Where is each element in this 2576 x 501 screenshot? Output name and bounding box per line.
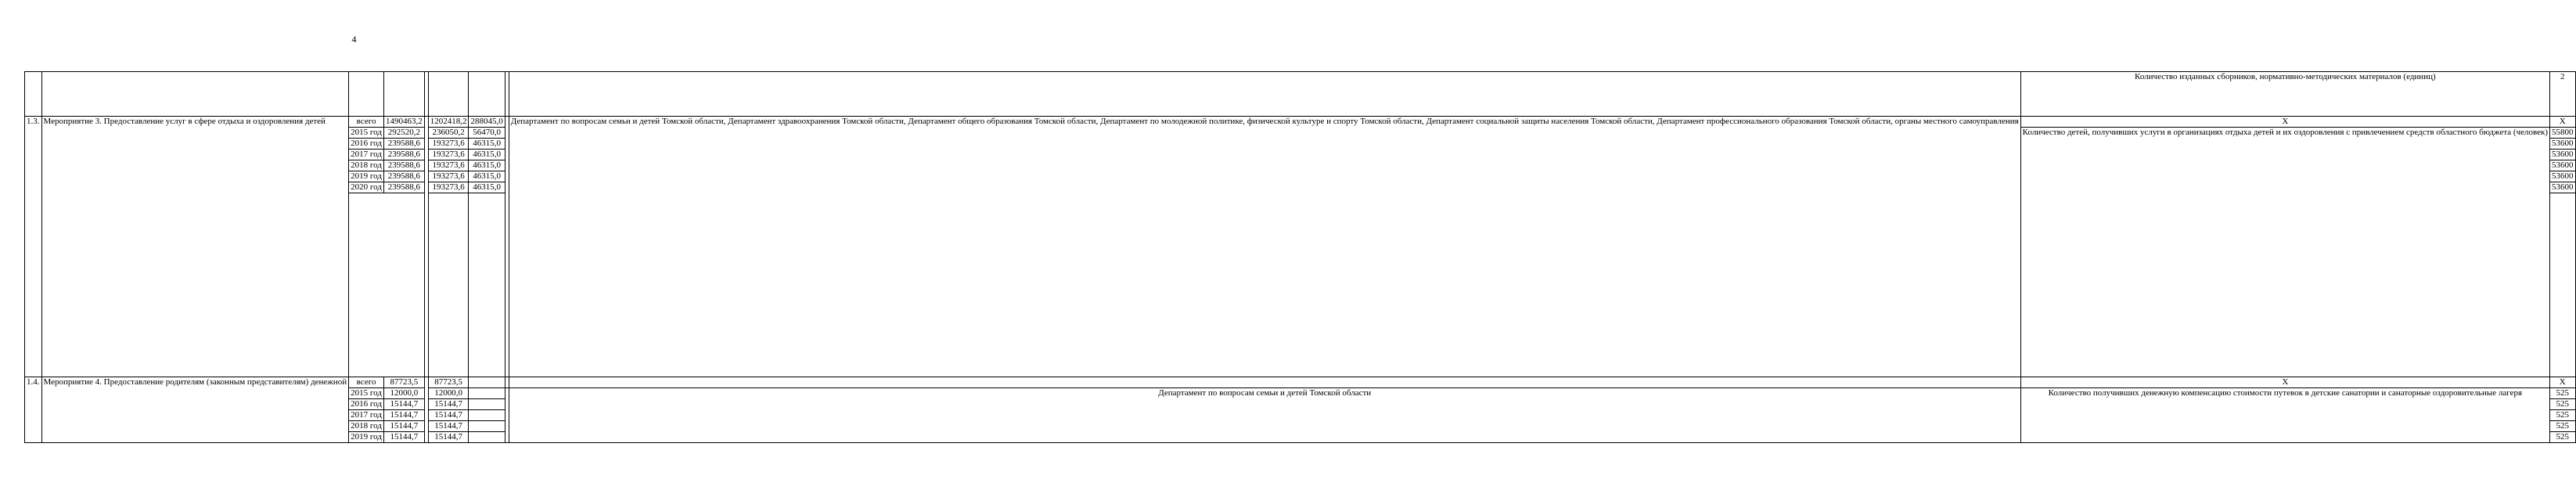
indicator-value: Х bbox=[2550, 377, 2576, 388]
indicator-value: 525 bbox=[2550, 421, 2576, 432]
local-cell: 56470,0 bbox=[469, 128, 505, 139]
total-cell: 239588,6 bbox=[383, 171, 424, 182]
page-number: 4 bbox=[351, 34, 357, 45]
total-cell: 239588,6 bbox=[383, 160, 424, 171]
period-cell: 2015 год bbox=[349, 388, 384, 399]
indicator-x: Х bbox=[2020, 117, 2549, 128]
regional-cell: 193273,6 bbox=[428, 182, 469, 193]
program-table bbox=[24, 71, 2576, 443]
local-cell bbox=[469, 421, 505, 432]
period-cell: 2017 год bbox=[349, 410, 384, 421]
total-cell: 292520,2 bbox=[383, 128, 424, 139]
period-cell: 2016 год bbox=[349, 399, 384, 410]
measure-row bbox=[25, 117, 2576, 128]
indicator-value: 53600 bbox=[2550, 150, 2576, 160]
period-cell: 2020 год bbox=[349, 182, 384, 193]
responsible-department: Департамент по вопросам семьи и детей Томской области bbox=[509, 388, 2020, 443]
total-cell: 15144,7 bbox=[383, 410, 424, 421]
indicator-value: 55800 bbox=[2550, 128, 2576, 139]
period-cell: 2017 год bbox=[349, 150, 384, 160]
measure-row bbox=[25, 388, 2576, 399]
measure-row bbox=[25, 377, 2576, 388]
indicator-x: Х bbox=[2020, 377, 2549, 388]
regional-cell: 193273,6 bbox=[428, 150, 469, 160]
indicator-value: 53600 bbox=[2550, 160, 2576, 171]
total-cell: 1490463,2 bbox=[383, 117, 424, 128]
regional-cell: 1202418,2 bbox=[428, 117, 469, 128]
local-cell: 46315,0 bbox=[469, 171, 505, 182]
indicator-value: 525 bbox=[2550, 410, 2576, 421]
local-cell: 46315,0 bbox=[469, 150, 505, 160]
measure-number: 1.3. bbox=[25, 117, 42, 377]
regional-cell: 193273,6 bbox=[428, 160, 469, 171]
indicator-header-value: 2 bbox=[2550, 72, 2576, 117]
total-cell: 87723,5 bbox=[383, 377, 424, 388]
measure-number: 1.4. bbox=[25, 377, 42, 443]
indicator-description: Количество детей, получивших услуги в организациях отдыха детей и их оздоровления с привлечением средств областного бюджета (человек) bbox=[2020, 128, 2549, 377]
period-cell: всего bbox=[349, 377, 384, 388]
indicator-value: 525 bbox=[2550, 399, 2576, 410]
total-cell: 239588,6 bbox=[383, 150, 424, 160]
indicator-value: Х bbox=[2550, 117, 2576, 128]
continued-row bbox=[25, 72, 2576, 117]
total-cell: 15144,7 bbox=[383, 432, 424, 443]
regional-cell: 15144,7 bbox=[428, 421, 469, 432]
indicator-value: 525 bbox=[2550, 388, 2576, 399]
total-cell: 239588,6 bbox=[383, 182, 424, 193]
measure-name: Мероприятие 3. Предоставление услуг в сфере отдыха и оздоровления детей bbox=[41, 117, 349, 377]
period-cell: всего bbox=[349, 117, 384, 128]
indicator-header-cell: Количество изданных сборников, нормативно-методических материалов (единиц) bbox=[2020, 72, 2549, 117]
indicator-value: 53600 bbox=[2550, 182, 2576, 193]
period-cell: 2018 год bbox=[349, 160, 384, 171]
total-cell: 15144,7 bbox=[383, 421, 424, 432]
total-cell: 15144,7 bbox=[383, 399, 424, 410]
local-cell bbox=[469, 410, 505, 421]
regional-cell: 15144,7 bbox=[428, 399, 469, 410]
period-cell: 2018 год bbox=[349, 421, 384, 432]
regional-cell: 87723,5 bbox=[428, 377, 469, 388]
local-cell bbox=[469, 388, 505, 399]
regional-cell: 236050,2 bbox=[428, 128, 469, 139]
indicator-value: 525 bbox=[2550, 432, 2576, 443]
regional-cell: 193273,6 bbox=[428, 171, 469, 182]
period-cell: 2019 год bbox=[349, 432, 384, 443]
total-cell: 239588,6 bbox=[383, 139, 424, 150]
indicator-value: 53600 bbox=[2550, 139, 2576, 150]
period-cell: 2016 год bbox=[349, 139, 384, 150]
responsible-department: Департамент по вопросам семьи и детей Томской области, Департамент здравоохранения Томской области, Департамент общего образования Томской области, Департамент по молодежной политике, физической культуре и спорту Томской области, Департамент социальной защиты населения Томской области, Департамент профессионального образования Томской области, органы местного самоуправления bbox=[509, 117, 2020, 377]
indicator-value: 53600 bbox=[2550, 171, 2576, 182]
measure-name: Мероприятие 4. Предоставление родителям (законным представителям) денежной bbox=[41, 377, 349, 443]
regional-cell: 15144,7 bbox=[428, 410, 469, 421]
local-cell: 288045,0 bbox=[469, 117, 505, 128]
local-cell: 46315,0 bbox=[469, 160, 505, 171]
regional-cell: 12000,0 bbox=[428, 388, 469, 399]
regional-cell: 15144,7 bbox=[428, 432, 469, 443]
indicator-description: Количество получивших денежную компенсацию стоимости путевок в детские санатории и санаторные оздоровительные лагеря bbox=[2020, 388, 2549, 443]
local-cell: 46315,0 bbox=[469, 139, 505, 150]
period-cell: 2015 год bbox=[349, 128, 384, 139]
total-cell: 12000,0 bbox=[383, 388, 424, 399]
local-cell: 46315,0 bbox=[469, 182, 505, 193]
local-cell bbox=[469, 377, 505, 388]
period-cell: 2019 год bbox=[349, 171, 384, 182]
local-cell bbox=[469, 432, 505, 443]
local-cell bbox=[469, 399, 505, 410]
regional-cell: 193273,6 bbox=[428, 139, 469, 150]
